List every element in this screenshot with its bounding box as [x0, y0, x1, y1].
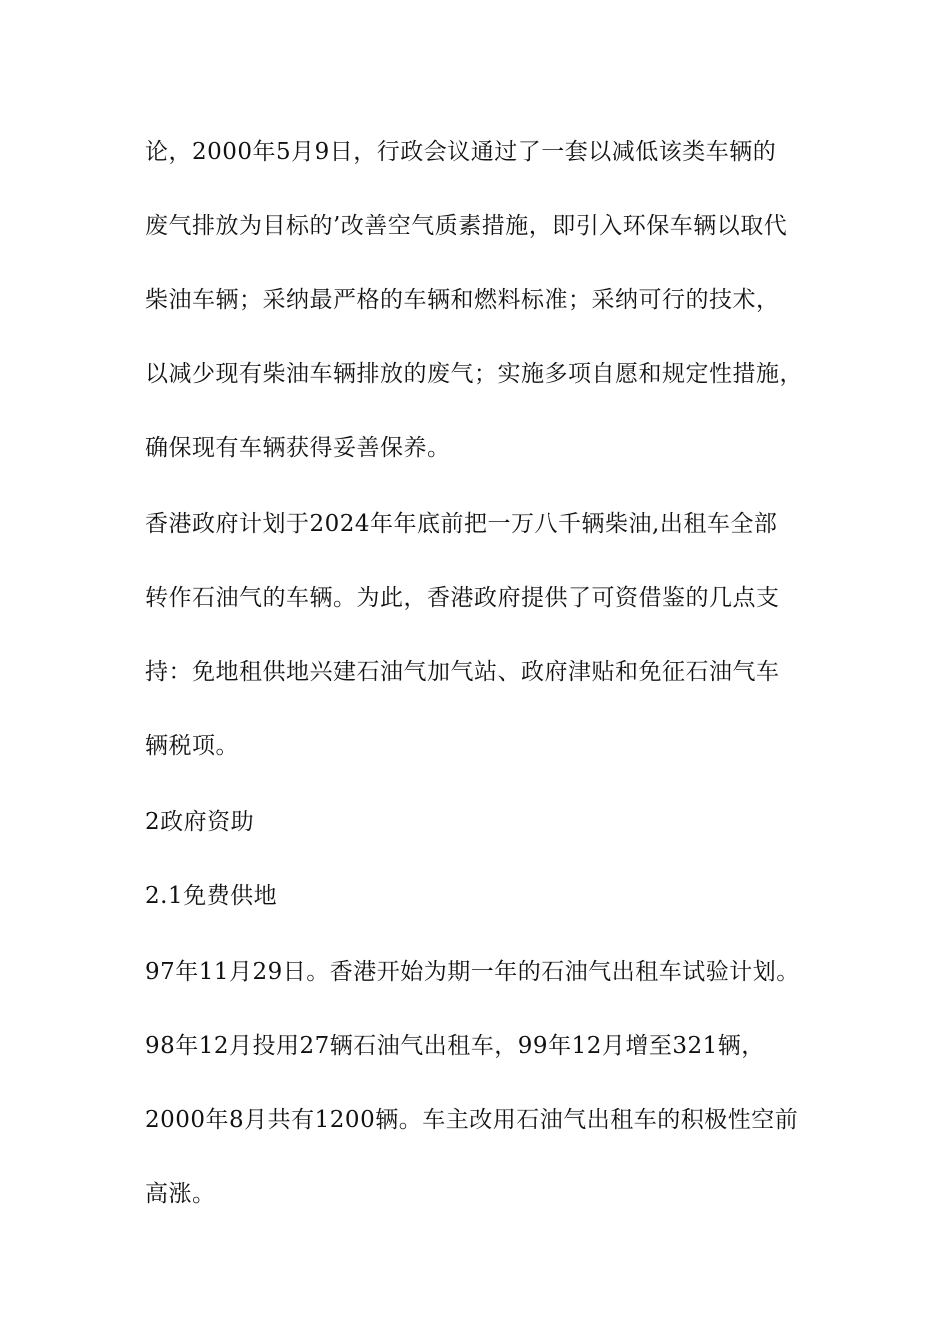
- paragraph-line: 辆税项。: [145, 733, 239, 759]
- paragraph-line: 高涨。: [145, 1181, 216, 1207]
- paragraph-line: 柴油车辆；采纳最严格的车辆和燃料标准；采纳可行的技术，: [145, 287, 780, 313]
- paragraph-line: 转作石油气的车辆。为此，香港政府提供了可资借鉴的几点支: [145, 585, 780, 611]
- paragraph-line: 废气排放为目标的’改善空气质素措施，即引入环保车辆以取代: [145, 213, 788, 239]
- paragraph-line: 2000年8月共有1200辆。车主改用石油气出租车的积极性空前: [145, 1107, 799, 1133]
- paragraph-line: 持：免地租供地兴建石油气加气站、政府津贴和免征石油气车: [145, 659, 780, 685]
- paragraph-line: 香港政府计划于2024年年底前把一万八千辆柴油,出租车全部: [145, 511, 778, 537]
- subsection-heading: 2.1免费供地: [145, 883, 278, 909]
- paragraph-line: 确保现有车辆获得妥善保养。: [145, 435, 451, 461]
- paragraph-line: 论，2000年5月9日，行政会议通过了一套以减低该类车辆的: [145, 139, 777, 165]
- paragraph-line: 98年12月投用27辆石油气出租车，99年12月增至321辆，: [145, 1033, 765, 1059]
- paragraph-line: 以减少现有柴油车辆排放的废气；实施多项自愿和规定性措施，: [145, 361, 803, 387]
- section-heading: 2政府资助: [145, 809, 255, 835]
- paragraph-line: 97年11月29日。香港开始为期一年的石油气出租车试验计划。: [145, 959, 800, 985]
